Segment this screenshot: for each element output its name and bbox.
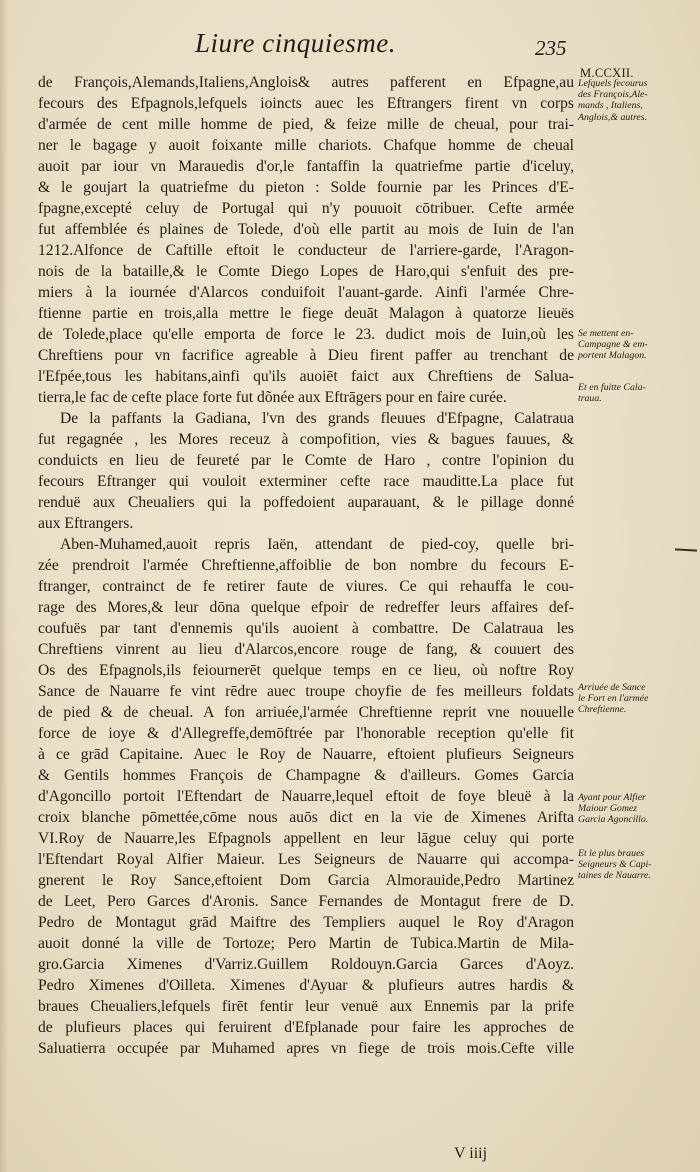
side-note (578, 78, 693, 123)
side-note-line: Chreftienne. (578, 704, 627, 716)
side-note-line: Seigneurs & Capi- (578, 859, 652, 871)
text-line: renduë aux Cheualiers qui la poffedoient auparauant, & le pillage donné (38, 494, 574, 511)
text-line: d'Agoncillo portoit l'Eftendart de Nauarre,lequel eftoit de foye bleuë à la (38, 788, 574, 805)
text-line: zée prendroit l'armée Chreftienne,affoiblie de bon nombre du fecours E- (38, 557, 574, 574)
text-line: 1212.Alfonce de Caftille eftoit le conducteur de l'arriere-garde, l'Aragon- (38, 242, 574, 259)
text-line: gro.Garcia Ximenes d'Varriz.Guillem Roldouyn.Garcia Garces d'Aoyz. (38, 956, 574, 973)
text-line: de Tolede,place qu'elle emporta de force le 23. dudict mois de Iuin,où les (38, 326, 574, 343)
text-line: de François,Alemands,Italiens,Anglois& autres pafferent en Efpagne,au (38, 74, 574, 91)
text-line: auoit par iour vn Marauedis d'or,le fantaffin la quatriefme partie d'iceluy, (38, 158, 574, 175)
side-note-line: Anglois,& autres. (578, 111, 648, 123)
margin-year: M.CCXII. (580, 66, 634, 80)
text-line: coufuës par tant d'ennemis qu'ils auoient à combattre. De Calatraua les (38, 620, 574, 637)
running-head-title: Liure cinquiesme. (195, 28, 396, 58)
side-note-line: Garcia Agoncillo. (578, 814, 649, 826)
text-line: & Gentils hommes François de Champagne & d'ailleurs. Gomes Garcia (38, 767, 574, 784)
text-line: ftienne partie en trois,alla mettre le fiege deuāt Malagon à quatorze lieuës (38, 305, 574, 322)
text-line: miers à la iournée d'Alarcos conduifoit l'auant-garde. Ainfi l'armée Chre- (38, 284, 574, 301)
page-edge-shadow (0, 0, 8, 1172)
side-note-line: Et en fuitte Cala- (578, 382, 646, 393)
side-note (578, 792, 693, 826)
text-line: gnerent le Roy Sance,eftoient Dom Garcia Almorauide,Pedro Martinez (38, 872, 574, 889)
text-line: rage des Mores,& leur dōna quelque efpoir de redreffer leurs affaires def- (38, 599, 574, 616)
side-note (578, 848, 693, 882)
text-line: l'Efpée,tous les habitans,ainfi qu'ils auoiēt faict aux Chreftiens de Salua- (38, 368, 574, 385)
side-note (578, 682, 693, 716)
text-line: & le goujart la quatriefme du pieton : Solde fournie par les Princes d'E- (38, 179, 574, 196)
text-line: à ce grād Capitaine. Auec le Roy de Nauarre, eftoient plufieurs Seigneurs (38, 746, 574, 763)
text-line: nois de la bataille,& le Comte Diego Lopes de Haro,qui s'enfuit des pre- (38, 263, 574, 280)
text-line: d'armée de cent mille homme de pied, & feize mille de cheual, pour trai- (38, 116, 574, 133)
side-note-line: mands , Italiens, (578, 100, 643, 112)
body-text (38, 72, 574, 1059)
text-line: ftranger, contrainct de fe retirer faute de viures. Ce qui rehauffa le cou- (38, 578, 574, 595)
text-line: l'Eftendart Royal Alfier Maieur. Les Seigneurs de Nauarre qui accompa- (38, 851, 574, 868)
text-line: auoit donné la ville de Tortoze; Pero Martin de Tubica.Martin de Mila- (38, 935, 574, 952)
text-line: force de ioye & d'Allegreffe,demōftrée par l'honorable reception qu'elle fit (38, 725, 574, 742)
text-line: Pedro de Montagut grād Maiftre des Templiers auquel le Roy d'Aragon (38, 914, 574, 931)
margin-dash-mark (675, 548, 697, 551)
side-note-line: le Fort en l'armée (578, 693, 649, 705)
text-line: Os des Efpagnols,ils feiournerēt quelque temps en ce lieu, où noftre Roy (38, 662, 574, 679)
side-note (578, 328, 693, 362)
side-note-line: Maiour Gomez (578, 803, 638, 815)
text-line: ner le bagage y auoit foixante mille chariots. Chafque homme de cheual (38, 137, 574, 154)
text-line: fecours des Efpagnols,lefquels ioincts auec les Eftrangers firent vn corps (38, 95, 574, 112)
text-line: conduicts en lieu de feureté par le Comte de Haro , contre l'opinion du (38, 452, 574, 469)
side-note-line: taines de Nauarre. (578, 870, 651, 882)
text-line: aux Eftrangers. (38, 515, 134, 532)
side-note-line: traua. (578, 393, 602, 405)
side-note-line: Campagne & em- (578, 339, 648, 351)
text-line: tierra,le fac de cefte place forte fut dõnée aux Eftrāgers pour en faire curée. (38, 389, 507, 406)
side-note-line: des François,Ale- (578, 89, 648, 101)
text-line: de pied & de cheual. A fon arriuée,l'armée Chreftienne reprit vne nouuelle (38, 704, 574, 721)
text-line: Aben-Muhamed,auoit repris Iaën, attendant de pied-coy, quelle bri- (60, 536, 574, 553)
text-line: fecours Eftranger qui vouloit exterminer cefte race mauditte.La place fut (38, 473, 574, 490)
text-line: de Leet, Pero Garces d'Aronis. Sance Fernandes de Montagut frere de D. (38, 893, 574, 910)
text-line: fut regagnée , les Mores receuz à compofition, vies & bagues fauues, & (38, 431, 574, 448)
side-note-line: Ayant pour Alfier (578, 792, 646, 803)
text-line: fpagne,excepté celuy de Portugal qui n'y pouuoit cōtribuer. Cefte armée (38, 200, 574, 217)
text-line: De la paffants la Gadiana, l'vn des grands fleuues d'Efpagne, Calatraua (60, 410, 574, 427)
text-line: Sance de Nauarre fe vint rēdre auec troupe choyfie de fes meilleurs foldats (38, 683, 574, 700)
side-note-line: Arriuée de Sance (578, 682, 646, 693)
text-line: VI.Roy de Nauarre,les Efpagnols appellent en leur lāgue celuy qui porte (38, 830, 574, 847)
text-line: Chreftiens vinrent au lieu d'Alarcos,encore rouge de fang, & couuert des (38, 641, 574, 658)
signature-catchword: V iiij (454, 1145, 488, 1162)
side-note-line: portent Malagon. (578, 350, 647, 362)
text-line: Chreftiens pour vn facrifice agreable à Dieu firent paffer au trenchant de (38, 347, 574, 364)
side-note-line: Et le plus braues (578, 848, 645, 859)
text-line: Pedro Ximenes d'Oilleta. Ximenes d'Ayuar & plufieurs autres hardis & (38, 977, 574, 994)
side-note-line: Se mettent en- (578, 328, 634, 339)
side-note-line: Lefquels fecourus (578, 78, 648, 89)
text-line: braues Cheualiers,lefquels firēt fentir leur venuë aux Ennemis par la prife (38, 998, 574, 1015)
page-number: 235 (535, 36, 567, 60)
text-line: de plufieurs places qui feruirent d'Efplanade pour faire les approches de (38, 1019, 574, 1036)
text-line: croix blanche pōmettée,cōme nous auōs dict en la vie de Ximenes Arifta (38, 809, 574, 826)
text-line: Saluatierra occupée par Muhamed apres vn fiege de trois mois.Cefte ville (38, 1040, 574, 1057)
text-line: fut affemblée és plaines de Tolede, d'où elle partit au mois de Iuin de l'an (38, 221, 574, 238)
side-note (578, 382, 693, 404)
